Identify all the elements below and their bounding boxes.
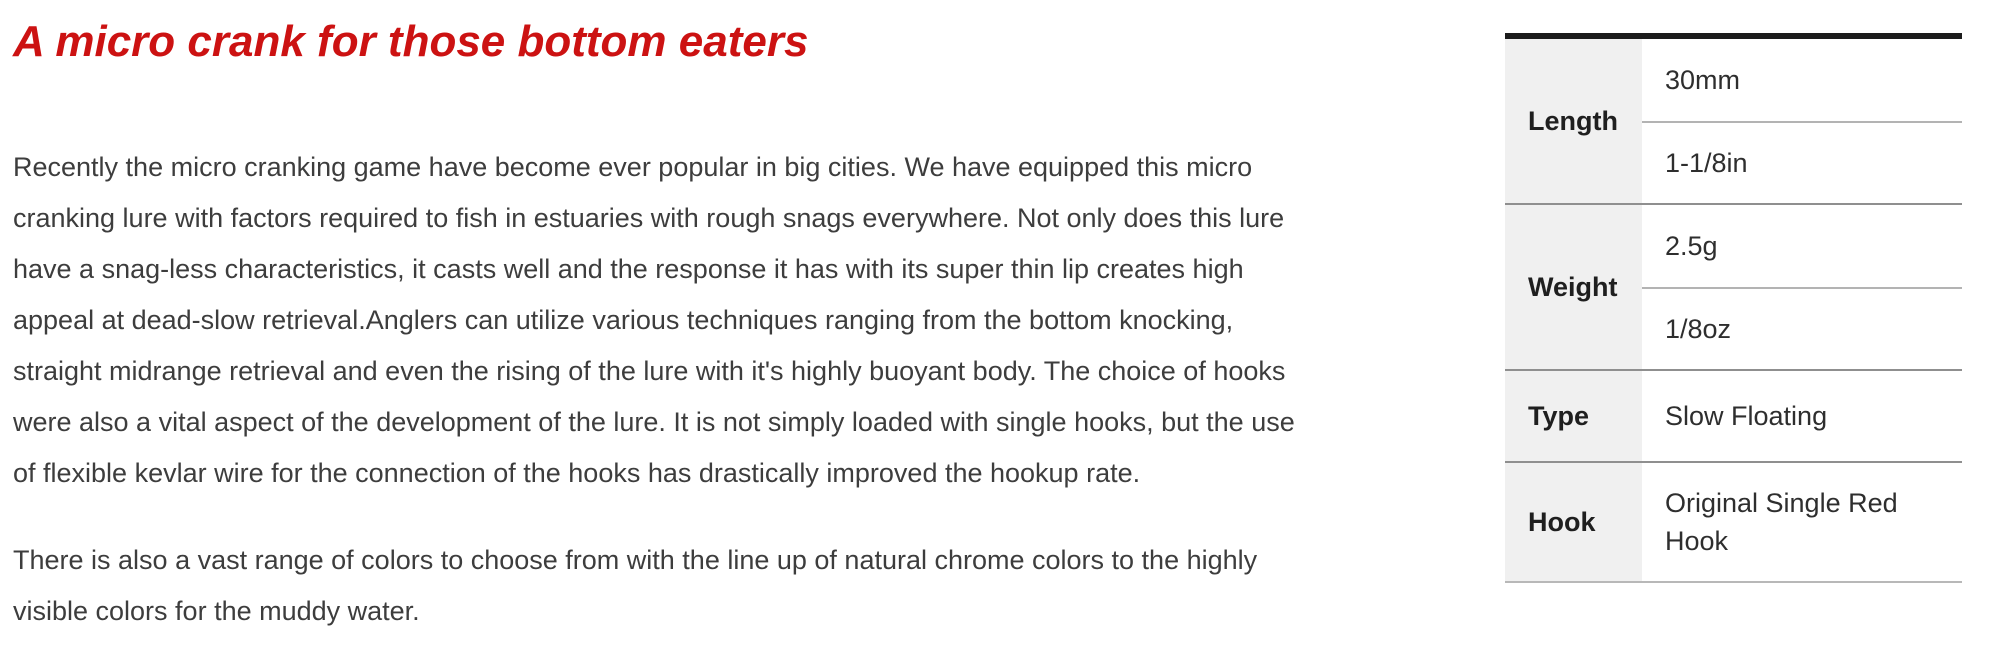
text-line: straight midrange retrieval and even the rising of the lure with it's highly buoyant body. The choice of hooks	[13, 356, 1286, 386]
spec-values-length	[1642, 39, 1962, 203]
spec-value-length-mm: 30mm	[1665, 65, 1741, 95]
spec-row-hook	[1505, 461, 1962, 581]
spec-label-type: Type	[1505, 371, 1642, 461]
description-paragraph-1	[13, 142, 1505, 499]
spec-label-length: Length	[1505, 39, 1642, 203]
description-paragraph-2	[13, 535, 1505, 637]
page-title: A micro crank for those bottom eaters	[13, 17, 809, 66]
text-line: were also a vital aspect of the development of the lure. It is not simply loaded with single hooks, but the use	[13, 407, 1295, 437]
spec-table	[1505, 33, 1962, 583]
spec-row-length	[1505, 39, 1962, 203]
spec-value-hook: Original Single Red Hook	[1665, 488, 1898, 556]
spec-row-weight	[1505, 203, 1962, 369]
spec-value-length-in: 1-1/8in	[1642, 121, 1962, 203]
spec-row-type	[1505, 369, 1962, 461]
spec-label-hook: Hook	[1505, 463, 1642, 581]
text-line: cranking lure with factors required to fish in estuaries with rough snags everywhere. Not only does this lure	[13, 203, 1285, 233]
spec-value-weight-oz: 1/8oz	[1642, 287, 1962, 369]
spec-value-type: Slow Floating	[1665, 401, 1828, 431]
spec-value-weight-g: 2.5g	[1665, 231, 1718, 261]
text-line: Recently the micro cranking game have become ever popular in big cities. We have equipped this micro	[13, 152, 1253, 182]
spec-values-hook	[1642, 463, 1962, 581]
description-column	[13, 0, 1505, 637]
text-line: visible colors for the muddy water.	[13, 596, 420, 626]
text-line: There is also a vast range of colors to choose from with the line up of natural chrome colors to the highly	[13, 545, 1258, 575]
text-line: have a snag-less characteristics, it casts well and the response it has with its super thin lip creates high	[13, 254, 1244, 284]
text-line: of flexible kevlar wire for the connection of the hooks has drastically improved the hookup rate.	[13, 458, 1141, 488]
spec-values-weight	[1642, 205, 1962, 369]
spec-label-weight: Weight	[1505, 205, 1642, 369]
text-line: appeal at dead-slow retrieval.Anglers can utilize various techniques ranging from the bottom knocking,	[13, 305, 1234, 335]
spec-values-type	[1642, 371, 1962, 461]
